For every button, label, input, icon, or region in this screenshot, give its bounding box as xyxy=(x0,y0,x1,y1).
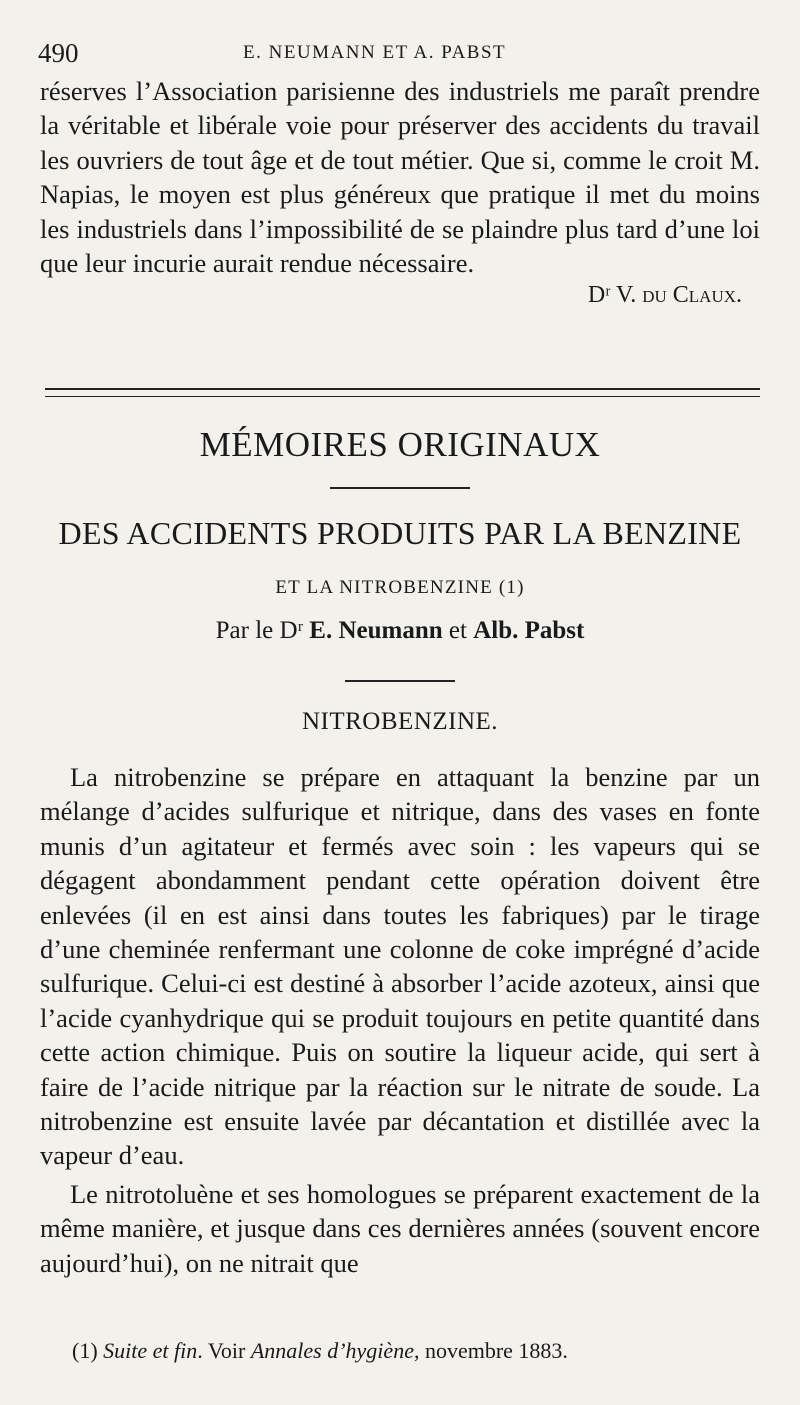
page-number: 490 xyxy=(38,38,79,68)
footnote xyxy=(72,1338,760,1364)
intro-block xyxy=(40,74,760,309)
article-byline xyxy=(0,617,800,645)
article-body xyxy=(40,760,760,1280)
byline-join: et xyxy=(442,617,474,644)
section-title: MÉMOIRES ORIGINAUX xyxy=(199,425,601,464)
title-rule xyxy=(330,487,470,489)
body-paragraph: Le nitrotoluène et ses homologues se préparent exactement de la même manière, et jusque dans ces dernières années (souvent encore aujourd’hui), on ne nitrait que xyxy=(40,1178,760,1278)
author-pabst: Alb. Pabst xyxy=(473,617,585,644)
footnote-date: , novembre 1883. xyxy=(413,1338,568,1363)
signature-name: du Claux. xyxy=(642,282,742,309)
page-header xyxy=(38,38,760,68)
article-subtitle: ET LA NITROBENZINE (1) xyxy=(275,577,525,598)
byline-rule xyxy=(345,680,455,682)
running-head: E. NEUMANN ET A. PABST xyxy=(243,42,507,63)
chapter-title: NITROBENZINE. xyxy=(301,708,499,735)
section-divider xyxy=(45,388,760,397)
footnote-marker: (1) xyxy=(72,1338,104,1363)
body-paragraph: La nitrobenzine se prépare en attaquant la benzine par un mélange d’acides sulfurique et nitrique, dans des vases en fonte munis d’un agitateur et fermés avec soin : les vapeurs qui se dégagent abondamment pendant cette opération doivent être enlevées (il en est ainsi dans toutes les fabriques) par le tirage d’une cheminée renfermant une colonne de coke imprégné d’acide sulfurique. Celui-ci est destiné à absorber l’acide azoteux, ainsi que l’acide cyanhydrique qui se produit toujours en petite quantité dans cette action chimique. Puis on soutire la liqueur acide, qui sert à faire de l’acide nitrique par la réaction sur le nitrate de soude. La nitrobenzine est ensuite lavée par décantation et distillée avec la vapeur d’eau. xyxy=(40,762,760,1171)
signature xyxy=(40,282,742,309)
author-neumann: E. Neumann xyxy=(309,617,443,644)
intro-paragraph: réserves l’Association parisienne des industriels me paraît prendre la véritable et libérale voie pour préserver des accidents du travail les ouvriers de tout âge et de tout métier. Que si, comme le croit M. Napias, le moyen est plus généreux que pratique il met du moins les industriels dans l’impossibilité de se plaindre plus tard d’une loi que leur incurie aurait rendue nécessaire. xyxy=(40,76,760,279)
footnote-italic-suite: Suite et fin xyxy=(103,1338,198,1363)
footnote-text: . Voir xyxy=(197,1338,251,1363)
signature-prefix: Dʳ V. xyxy=(587,282,643,309)
byline-prefix: Par le Dʳ xyxy=(215,617,310,644)
article-title: DES ACCIDENTS PRODUITS PAR LA BENZINE xyxy=(58,515,742,551)
footnote-journal: Annales d’hygiène xyxy=(250,1338,414,1363)
